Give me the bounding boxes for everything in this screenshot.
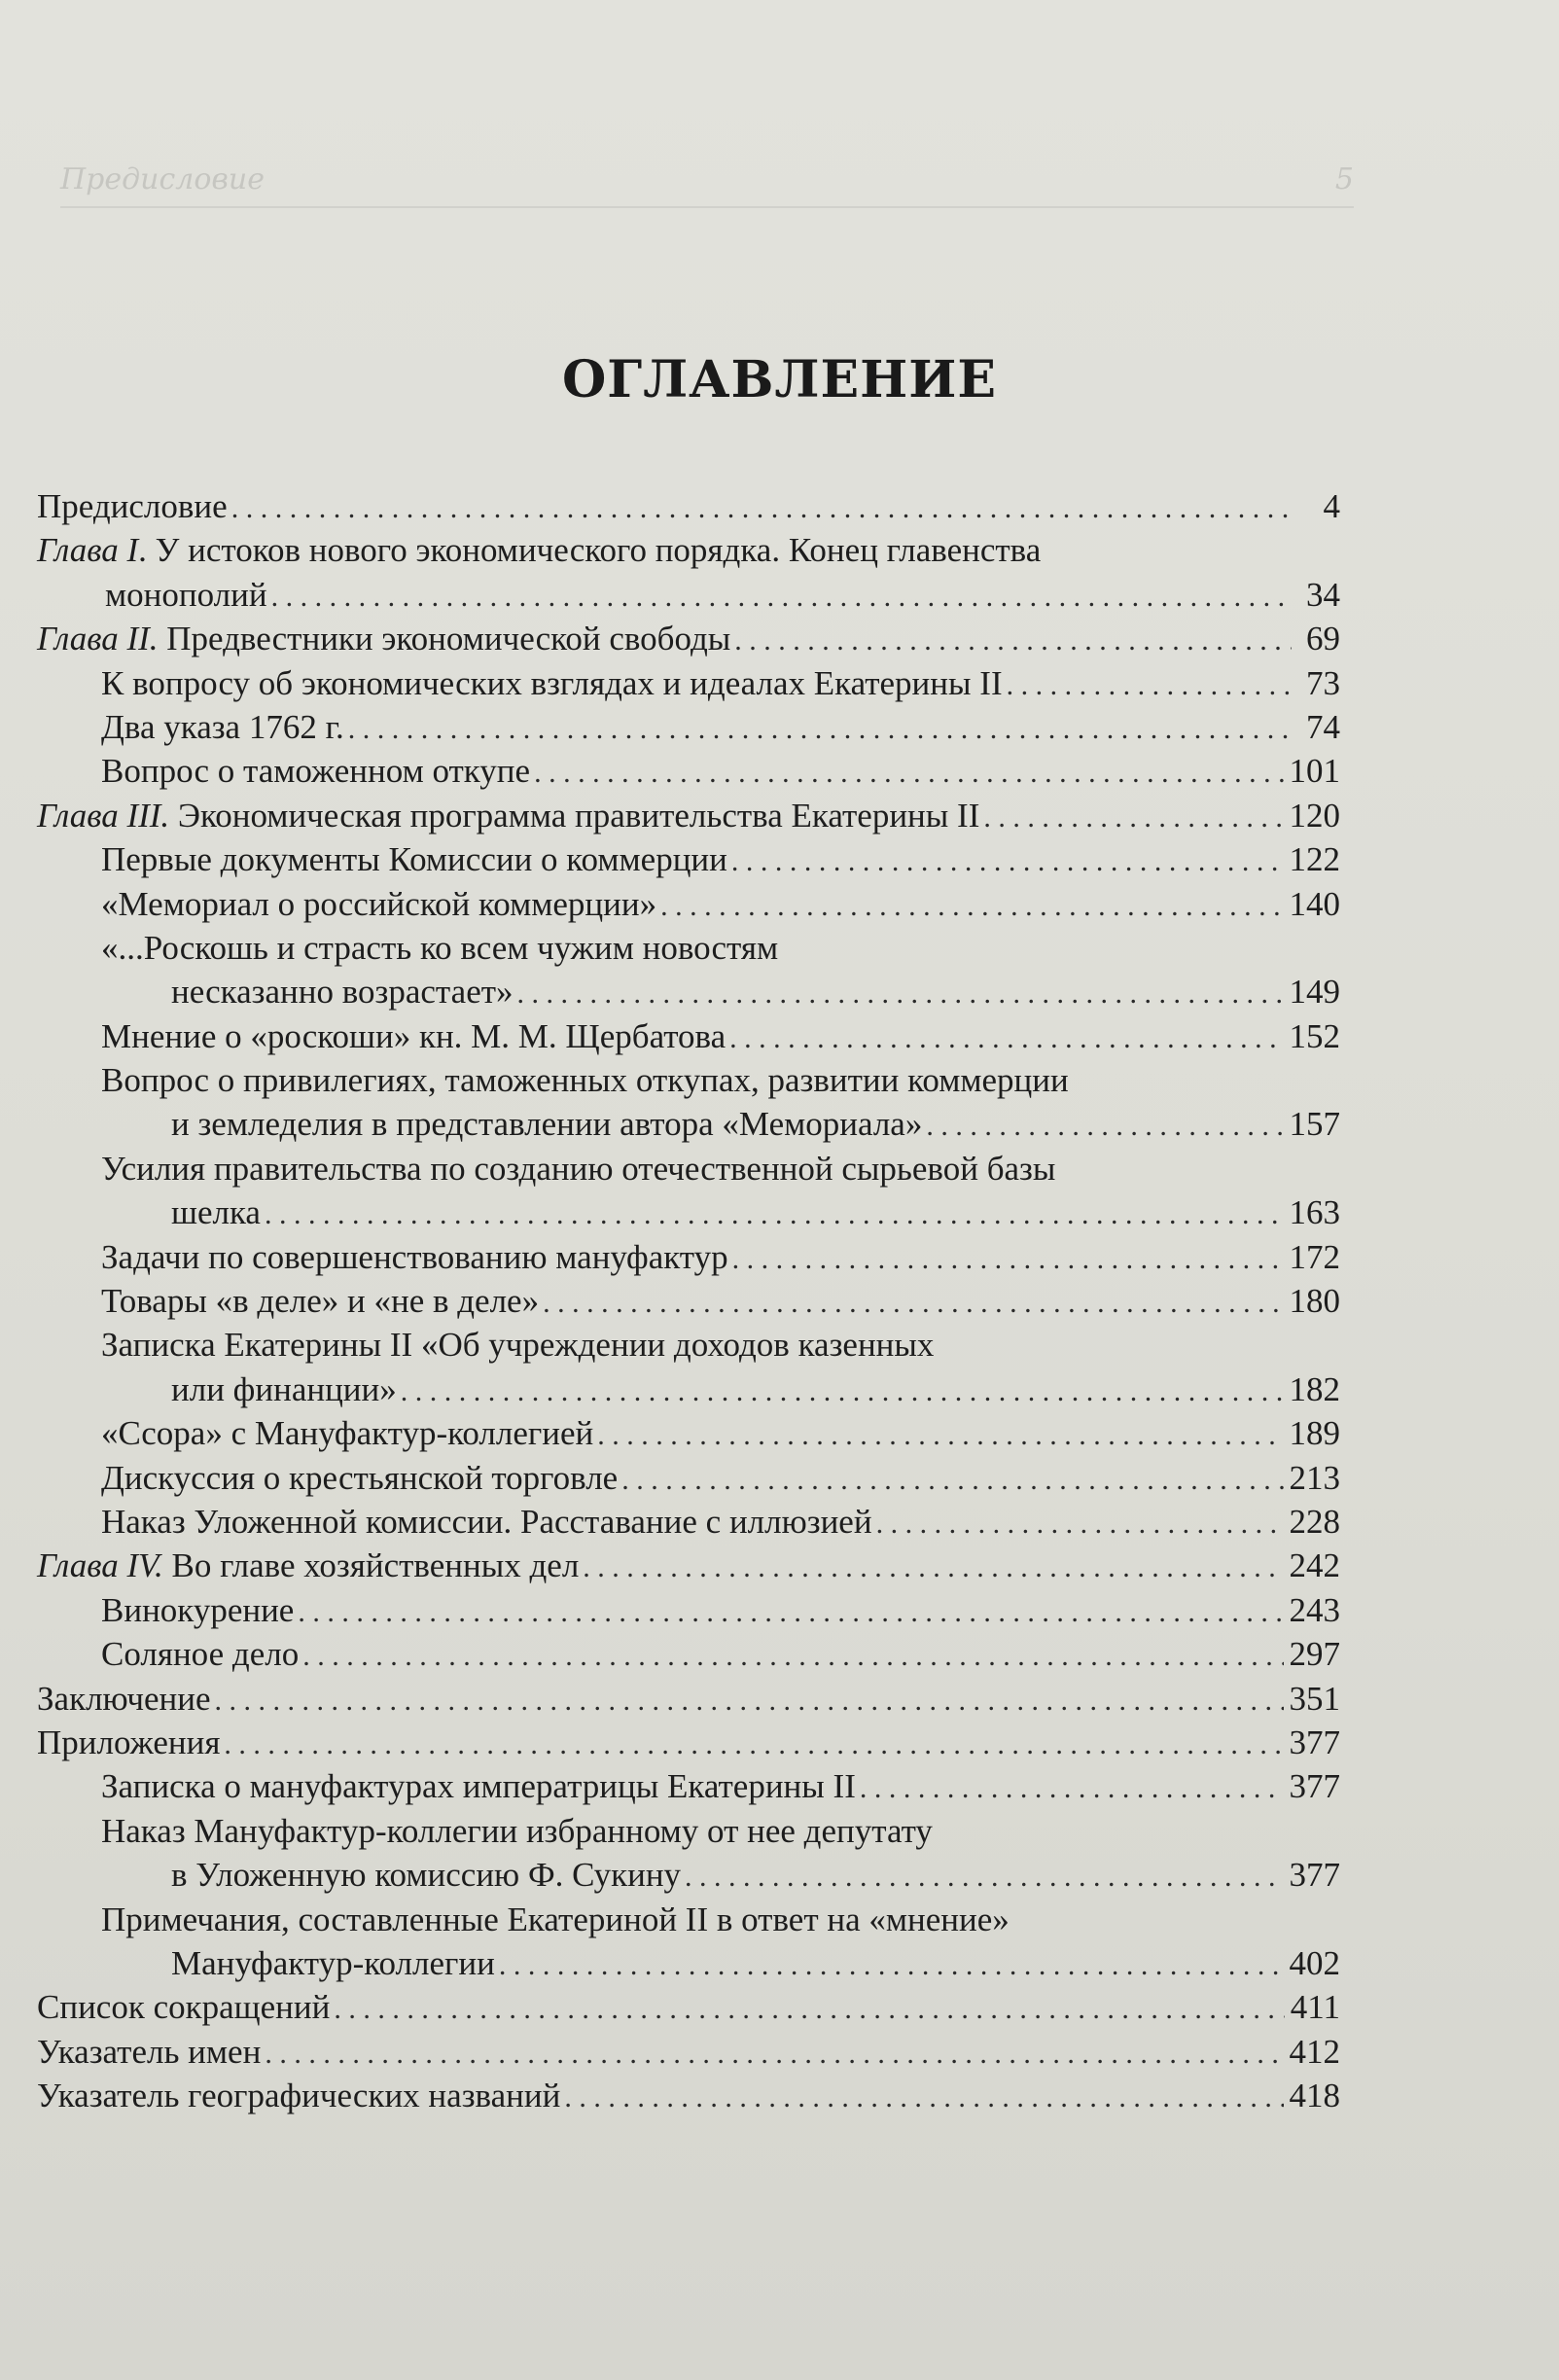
toc-entry-line	[37, 1544, 1340, 1587]
table-of-contents	[37, 484, 1340, 2117]
toc-entry-continuation-line	[37, 1368, 1340, 1411]
toc-entry-line	[37, 1588, 1340, 1632]
toc-dot-leader	[621, 1458, 1283, 1502]
toc-entry-title: и земледелия в представлении автора «Мемориала»	[171, 1105, 923, 1144]
toc-page-number: 228	[1289, 1502, 1340, 1541]
toc-page-number: 351	[1289, 1679, 1340, 1718]
toc-page-number: 101	[1289, 752, 1340, 791]
toc-page-number: 149	[1289, 973, 1340, 1012]
toc-page-number: 297	[1289, 1635, 1340, 1674]
toc-entry-line	[37, 794, 1340, 837]
toc-entry	[37, 1411, 1340, 1455]
toc-dot-leader	[729, 1016, 1283, 1060]
toc-page-number: 180	[1289, 1282, 1340, 1321]
toc-page-number: 172	[1289, 1237, 1340, 1276]
toc-chapter-label: Глава I	[37, 531, 139, 570]
toc-entry-line	[37, 2074, 1340, 2117]
toc-entry-title: Винокурение	[101, 1590, 295, 1629]
toc-page-number: 157	[1289, 1105, 1340, 1144]
toc-page-number: 377	[1289, 1856, 1340, 1895]
toc-entry-title: Записка Екатерины II «Об учреждении доходов казенных	[101, 1326, 935, 1365]
toc-dot-leader	[732, 1237, 1284, 1281]
toc-entry	[37, 1809, 1340, 1898]
toc-page-number: 213	[1289, 1458, 1340, 1497]
toc-page-number: 74	[1306, 707, 1340, 746]
toc-entry-title: Наказ Уложенной комиссии. Расставание с иллюзией	[101, 1502, 872, 1541]
toc-entry-title: Примечания, составленные Екатериной II в ответ на «мнение»	[101, 1900, 1010, 1938]
toc-entry-title: Дискуссия о крестьянской торговле	[101, 1458, 619, 1497]
toc-dot-leader	[265, 2032, 1283, 2076]
running-header-page-number: 5	[1334, 162, 1354, 196]
toc-page-number: 34	[1306, 575, 1340, 614]
toc-entry	[37, 1588, 1340, 1632]
toc-dot-leader	[583, 1545, 1283, 1589]
toc-page-number: 412	[1289, 2032, 1340, 2071]
toc-entry-title: «...Роскошь и страсть ко всем чужим новостям	[101, 928, 779, 967]
toc-entry-continuation-line	[37, 970, 1340, 1013]
toc-dot-leader	[265, 1192, 1284, 1236]
toc-entry-title: «Мемориал о российской коммерции»	[101, 884, 657, 923]
toc-dot-leader	[731, 839, 1284, 883]
toc-entry	[37, 1898, 1340, 1986]
toc-entry	[37, 1544, 1340, 1587]
toc-chapter-label: Глава II.	[37, 620, 159, 658]
toc-entry	[37, 2030, 1340, 2074]
toc-entry-title: или финанции»	[171, 1369, 397, 1408]
toc-page-number: 243	[1289, 1590, 1340, 1629]
toc-page-number: 182	[1289, 1369, 1340, 1408]
toc-entry-continuation-line	[37, 1190, 1340, 1234]
toc-entry	[37, 2074, 1340, 2117]
toc-entry-title: Товары «в деле» и «не в деле»	[101, 1282, 540, 1321]
toc-entry-continuation-line	[37, 1102, 1340, 1146]
toc-entry	[37, 1985, 1340, 2029]
toc-entry-title: Приложения	[37, 1723, 221, 1761]
toc-entry	[37, 1279, 1340, 1323]
toc-entry-title: Соляное дело	[101, 1635, 300, 1674]
toc-entry	[37, 1147, 1340, 1235]
toc-page-number: 4	[1323, 487, 1340, 525]
toc-entry-title: Предвестники экономической свободы	[158, 620, 731, 658]
toc-page-number: 189	[1289, 1414, 1340, 1453]
toc-dot-leader	[660, 884, 1283, 928]
toc-entry-title: Мануфактур-коллегии	[171, 1943, 495, 1982]
toc-entry-line	[37, 1235, 1340, 1279]
toc-entry	[37, 882, 1340, 926]
toc-entry-line	[37, 1014, 1340, 1058]
toc-entry-line	[37, 1985, 1340, 2029]
toc-entry-line	[37, 1809, 1340, 1853]
toc-entry-title: Наказ Мануфактур-коллегии избранному от нее депутату	[101, 1811, 933, 1850]
toc-dot-leader	[876, 1502, 1284, 1545]
toc-entry	[37, 528, 1340, 617]
toc-entry-line	[37, 2030, 1340, 2074]
toc-entry	[37, 1235, 1340, 1279]
toc-page-number: 73	[1306, 663, 1340, 702]
toc-entry	[37, 1500, 1340, 1544]
toc-dot-leader	[517, 972, 1284, 1015]
toc-dot-leader	[564, 2076, 1283, 2119]
toc-dot-leader	[983, 796, 1283, 839]
toc-entry-line	[37, 1323, 1340, 1367]
toc-entry-line	[37, 1456, 1340, 1500]
toc-entry-title: Усилия правительства по созданию отечественной сырьевой базы	[101, 1149, 1056, 1188]
toc-page-number: 120	[1289, 796, 1340, 835]
toc-entry	[37, 1456, 1340, 1500]
toc-entry-line	[37, 528, 1340, 572]
toc-page-number: 163	[1289, 1193, 1340, 1232]
toc-dot-leader	[1007, 663, 1292, 707]
toc-page-number: 377	[1289, 1723, 1340, 1761]
toc-page-number: 411	[1290, 1988, 1340, 2027]
toc-entry-title: монополий	[105, 575, 267, 614]
toc-dot-leader	[860, 1766, 1284, 1810]
toc-entry-line	[37, 484, 1340, 528]
toc-dot-leader	[231, 486, 1292, 530]
toc-entry-title: Экономическая программа правительства Екатерины II	[169, 796, 980, 835]
toc-entry-line	[37, 1500, 1340, 1544]
toc-entry	[37, 1323, 1340, 1411]
toc-page-number: 402	[1289, 1943, 1340, 1982]
toc-chapter-label: Глава III.	[37, 796, 170, 835]
toc-entry-line	[37, 1411, 1340, 1455]
toc-entry	[37, 1721, 1340, 1764]
toc-entry-line	[37, 882, 1340, 926]
toc-entry-title: Список сокращений	[37, 1988, 331, 2027]
toc-entry-title: Первые документы Комиссии о коммерции	[101, 840, 727, 879]
toc-entry-line	[37, 837, 1340, 881]
toc-entry-title: «Ссора» с Мануфактур-коллегией	[101, 1414, 594, 1453]
toc-entry-line	[37, 1898, 1340, 1941]
toc-entry-line	[37, 1279, 1340, 1323]
toc-entry-line	[37, 926, 1340, 970]
page-title: ОГЛАВЛЕНИЕ	[562, 350, 997, 409]
toc-dot-leader	[334, 1987, 1284, 2031]
toc-entry	[37, 837, 1340, 881]
toc-entry	[37, 1677, 1340, 1721]
toc-entry-line	[37, 705, 1340, 749]
toc-entry-line	[37, 1147, 1340, 1190]
toc-entry	[37, 661, 1340, 705]
toc-entry-title: Задачи по совершенствованию мануфактур	[101, 1237, 728, 1276]
toc-page-number: 140	[1289, 884, 1340, 923]
toc-entry-title: шелка	[171, 1193, 261, 1232]
toc-entry-continuation-line	[37, 1853, 1340, 1897]
toc-dot-leader	[271, 575, 1292, 619]
running-header-left: Предисловие	[60, 162, 265, 196]
bleed-through-running-header	[60, 162, 1354, 208]
toc-entry	[37, 1764, 1340, 1808]
toc-entry-title: Два указа 1762 г.	[101, 707, 344, 746]
toc-entry	[37, 705, 1340, 749]
toc-entry-line	[37, 1632, 1340, 1676]
toc-entry	[37, 926, 1340, 1014]
toc-entry	[37, 1632, 1340, 1676]
toc-entry-title: Предисловие	[37, 487, 228, 525]
toc-entry-line	[37, 1764, 1340, 1808]
toc-entry-line	[37, 1721, 1340, 1764]
toc-dot-leader	[348, 707, 1292, 751]
toc-entry-line	[37, 1058, 1340, 1102]
toc-entry	[37, 749, 1340, 793]
toc-dot-leader	[298, 1590, 1283, 1634]
toc-entry-line	[37, 617, 1340, 660]
toc-entry	[37, 1014, 1340, 1058]
toc-entry-title: Вопрос о привилегиях, таможенных откупах, развитии коммерции	[101, 1061, 1069, 1100]
toc-page-number: 418	[1289, 2077, 1340, 2115]
toc-dot-leader	[734, 619, 1292, 662]
toc-entry-title: Вопрос о таможенном откупе	[101, 752, 531, 791]
toc-page-number: 152	[1289, 1016, 1340, 1055]
toc-entry-title: Мнение о «роскоши» кн. М. М. Щербатова	[101, 1016, 726, 1055]
toc-entry	[37, 794, 1340, 837]
toc-page-number: 122	[1289, 840, 1340, 879]
toc-entry-title: Указатель географических названий	[37, 2077, 561, 2115]
toc-entry	[37, 617, 1340, 660]
toc-entry-title: Во главе хозяйственных дел	[162, 1546, 580, 1585]
toc-entry-line	[37, 749, 1340, 793]
toc-entry	[37, 484, 1340, 528]
toc-dot-leader	[685, 1855, 1283, 1899]
toc-entry	[37, 1058, 1340, 1147]
toc-entry-continuation-line	[37, 1941, 1340, 1985]
toc-entry-line	[37, 1677, 1340, 1721]
toc-page-number: 242	[1289, 1546, 1340, 1585]
toc-entry-title: в Уложенную комиссию Ф. Сукину	[171, 1856, 682, 1895]
toc-entry-title: Записка о мануфактурах императрицы Екатерины II	[101, 1767, 856, 1806]
toc-dot-leader	[499, 1943, 1284, 1987]
toc-entry-title: Указатель имен	[37, 2032, 262, 2071]
toc-chapter-label: Глава IV.	[37, 1546, 163, 1585]
toc-dot-leader	[543, 1281, 1283, 1325]
toc-entry-title: . У истоков нового экономического порядка. Конец главенства	[138, 531, 1042, 570]
toc-page-number: 377	[1289, 1767, 1340, 1806]
toc-dot-leader	[401, 1369, 1284, 1413]
toc-entry-title: Заключение	[37, 1679, 211, 1718]
toc-entry-title: К вопросу об экономических взглядах и идеалах Екатерины II	[101, 663, 1003, 702]
toc-entry-title: несказанно возрастает»	[171, 973, 514, 1012]
toc-dot-leader	[926, 1104, 1283, 1148]
toc-page-number: 69	[1306, 620, 1340, 658]
toc-dot-leader	[215, 1679, 1284, 1723]
toc-entry-line	[37, 661, 1340, 705]
toc-dot-leader	[302, 1634, 1283, 1678]
toc-entry-continuation-line	[37, 573, 1340, 617]
toc-dot-leader	[224, 1723, 1283, 1766]
toc-dot-leader	[597, 1413, 1283, 1457]
toc-dot-leader	[534, 751, 1283, 795]
